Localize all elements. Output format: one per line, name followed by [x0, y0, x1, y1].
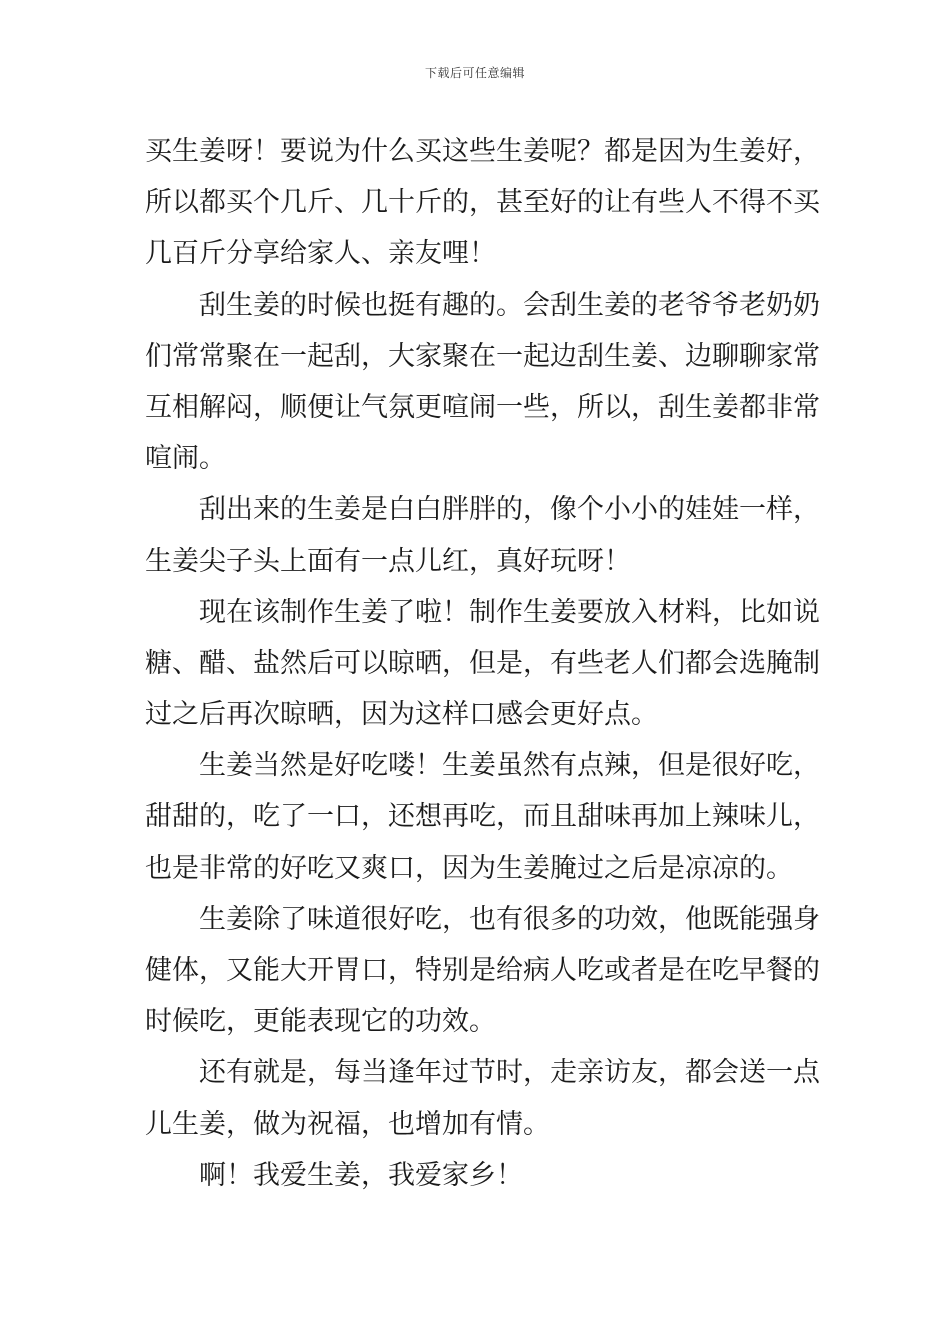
text-line: 互相解闷，顺便让气氛更喧闹一些，所以，刮生姜都非常	[145, 391, 820, 423]
text-line: 过之后再次晾晒，因为这样口感会更好点。	[145, 699, 658, 731]
text-line: 生姜尖子头上面有一点儿红，真好玩呀！	[145, 545, 631, 577]
text-line: 买生姜呀！要说为什么买这些生姜呢？都是因为生姜好，	[145, 136, 820, 167]
text-line: 啊！我爱生姜，我爱家乡！	[199, 1159, 523, 1191]
text-line: 刮生姜的时候也挺有趣的。会刮生姜的老爷爷老奶奶	[199, 289, 820, 321]
text-line: 也是非常的好吃又爽口，因为生姜腌过之后是凉凉的。	[145, 852, 793, 884]
text-line: 现在该制作生姜了啦！制作生姜要放入材料，比如说	[199, 596, 820, 628]
document-body	[145, 126, 820, 1201]
text-line: 们常常聚在一起刮，大家聚在一起边刮生姜、边聊聊家常	[145, 340, 820, 372]
text-line: 所以都买个几斤、几十斤的，甚至好的让有些人不得不买	[145, 187, 820, 219]
text-line: 甜甜的，吃了一口，还想再吃，而且甜味再加上辣味儿，	[145, 801, 820, 833]
page-header: 下载后可任意编辑	[424, 66, 525, 80]
text-line: 喧闹。	[145, 443, 226, 475]
text-line: 生姜除了味道很好吃，也有很多的功效，他既能强身	[199, 903, 820, 935]
text-line: 生姜当然是好吃喽！生姜虽然有点辣，但是很好吃，	[199, 750, 820, 782]
text-line: 还有就是，每当逢年过节时，走亲访友，都会送一点	[199, 1057, 820, 1089]
text-line: 糖、醋、盐然后可以晾晒，但是，有些老人们都会选腌制	[145, 647, 820, 679]
text-line: 几百斤分享给家人、亲友哩！	[145, 238, 496, 270]
text-line: 时候吃，更能表现它的功效。	[145, 1006, 496, 1038]
text-line: 刮出来的生姜是白白胖胖的，像个小小的娃娃一样，	[199, 494, 820, 526]
text-line: 健体，又能大开胃口，特别是给病人吃或者是在吃早餐的	[145, 955, 820, 986]
text-line: 儿生姜，做为祝福，也增加有情。	[145, 1108, 550, 1140]
